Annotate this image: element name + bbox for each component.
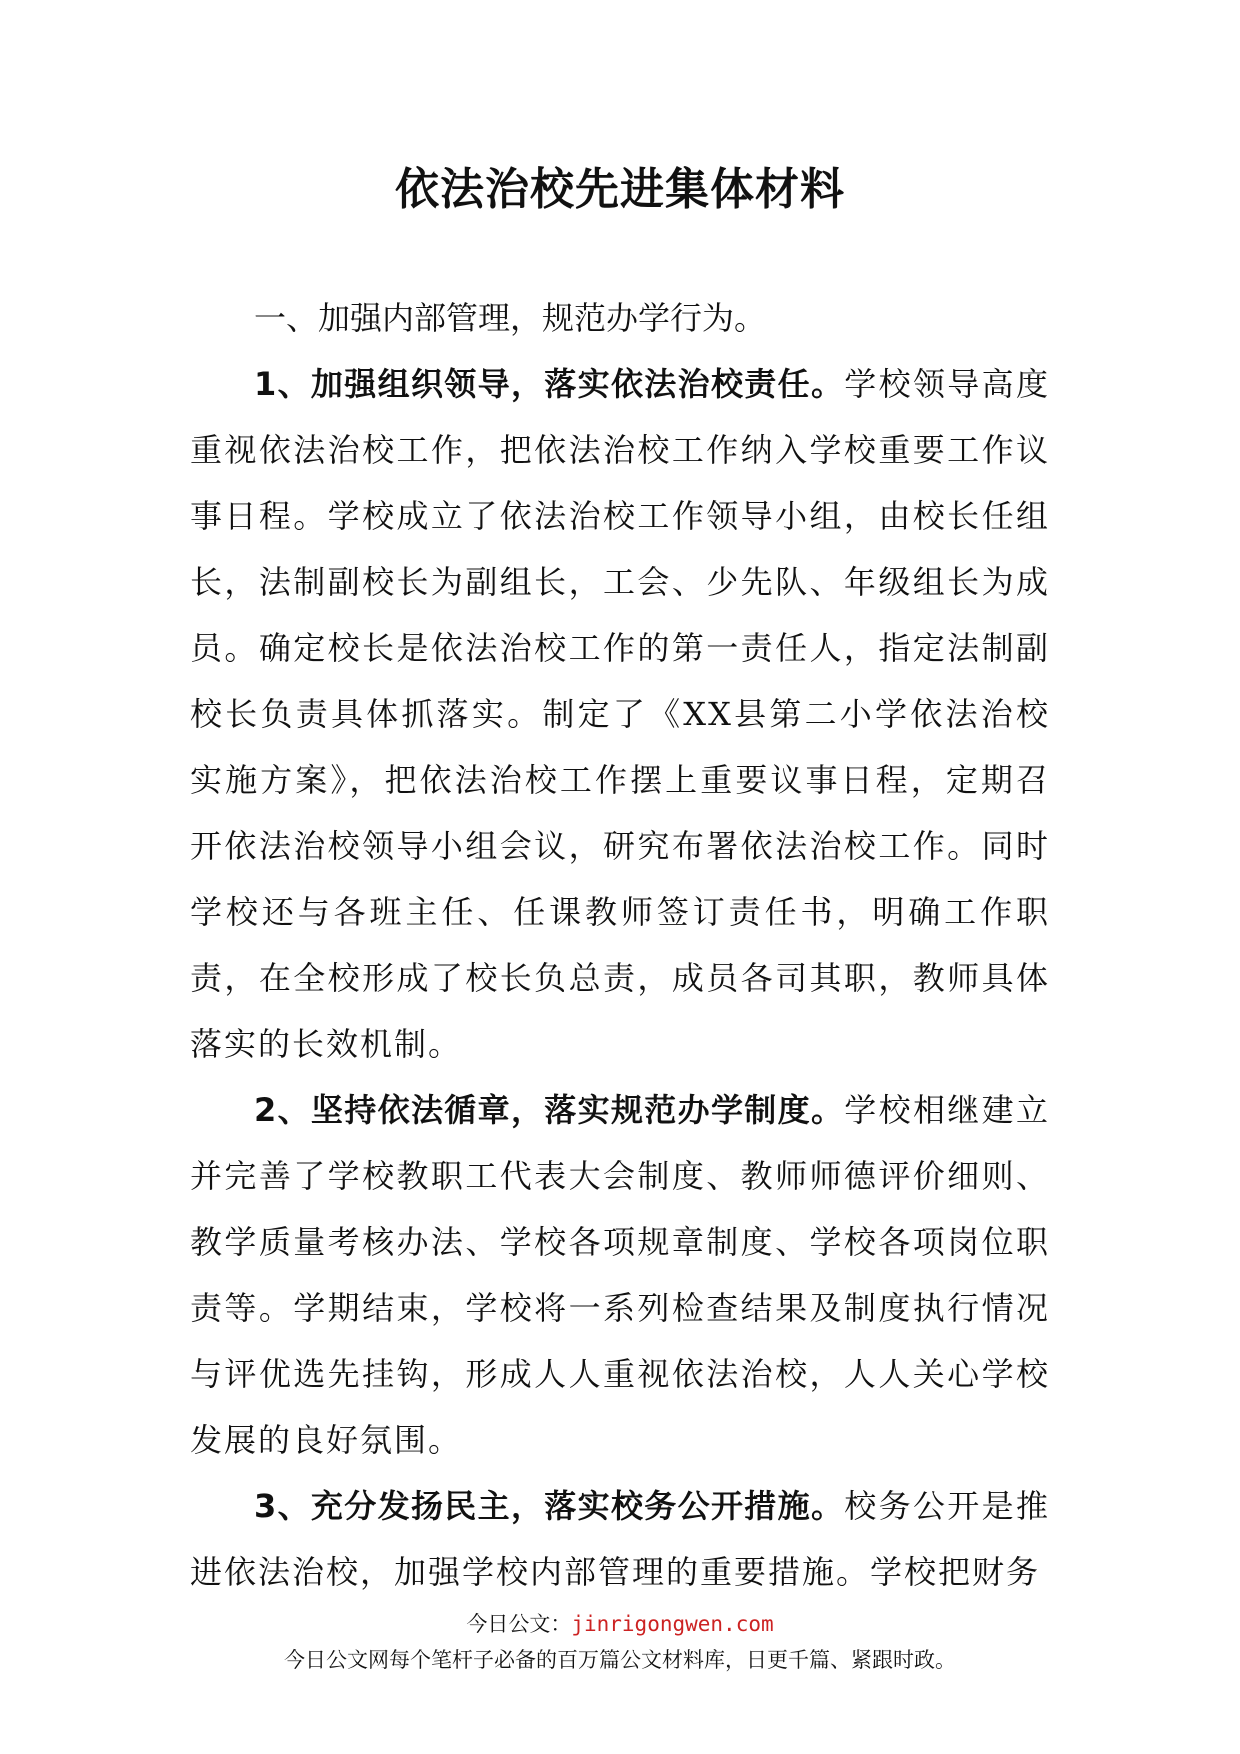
footer-site-url[interactable]: jinrigongwen.com: [571, 1612, 774, 1636]
document-body: [190, 285, 1050, 1605]
footer-site-label: 今日公文：: [466, 1612, 572, 1636]
paragraph-2-body: 学校相继建立并完善了学校教职工代表大会制度、教师师德评价细则、教学质量考核办法、学校各项规章制度、学校各项岗位职责等。学期结束，学校将一系列检查结果及制度执行情况与评优选先挂钩，形成人人重视依法治校，人人关心学校发展的良好氛围。: [190, 1091, 1050, 1459]
paragraph-3-lead: 3、充分发扬民主，落实校务公开措施。: [254, 1487, 845, 1525]
page-title: 依法治校先进集体材料: [395, 164, 845, 215]
footer-tagline: 今日公文网每个笔杆子必备的百万篇公文材料库，日更千篇、紧跟时政。: [284, 1648, 956, 1672]
paragraph-1-body: 学校领导高度重视依法治校工作，把依法治校工作纳入学校重要工作议事日程。学校成立了依法治校工作领导小组，由校长任组长，法制副校长为副组长，工会、少先队、年级组长为成员。确定校长是依法治校工作的第一责任人，指定法制副校长负责具体抓落实。制定了《XX县第二小学依法治校实施方案》，把依法治校工作摆上重要议事日程，定期召开依法治校领导小组会议，研究布署依法治校工作。同时学校还与各班主任、任课教师签订责任书，明确工作职责，在全校形成了校长负总责，成员各司其职，教师具体落实的长效机制。: [190, 365, 1050, 1063]
paragraph-3: [190, 1473, 1050, 1605]
paragraph-2: [190, 1077, 1050, 1473]
paragraph-1-lead: 1、加强组织领导，落实依法治校责任。: [254, 365, 845, 403]
paragraph-3-body: 校务公开是推进依法治校，加强学校内部管理的重要措施。学校把财务: [190, 1487, 1050, 1591]
footer-site: [0, 1608, 1240, 1638]
paragraph-1: [190, 351, 1050, 1077]
paragraph-2-lead: 2、坚持依法循章，落实规范办学制度。: [254, 1091, 845, 1129]
section-heading: 一、加强内部管理，规范办学行为。: [254, 299, 767, 337]
